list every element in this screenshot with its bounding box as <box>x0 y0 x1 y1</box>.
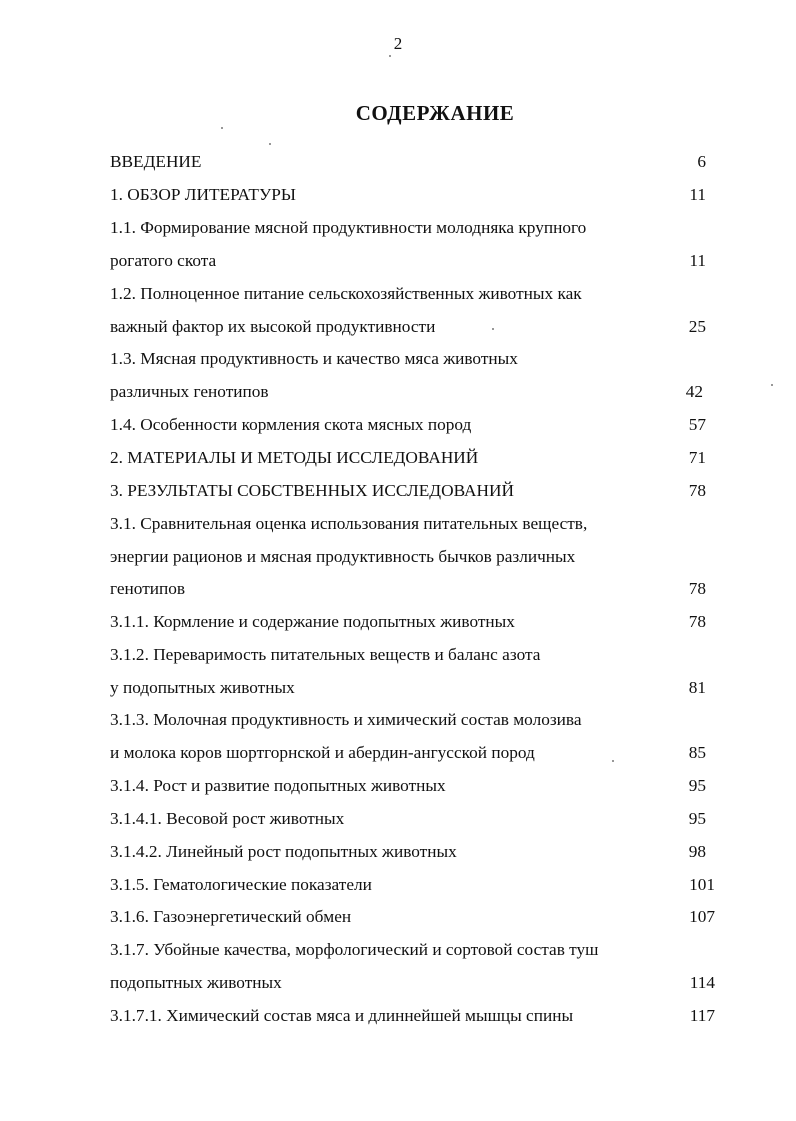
toc-entry-line: 3.1.4. Рост и развитие подопытных животных <box>110 776 446 795</box>
toc-entry-line: 3.1.4.2. Линейный рост подопытных животных <box>110 842 457 861</box>
scan-speck <box>492 328 494 330</box>
toc-entry-line: 2. МАТЕРИАЛЫ И МЕТОДЫ ИССЛЕДОВАНИЙ <box>110 448 479 467</box>
toc-entry-line: различных генотипов <box>110 382 269 401</box>
toc-entry-line: 3.1.7.1. Химический состав мяса и длиннейшей мышцы спины <box>110 1006 574 1025</box>
toc-page-number: 114 <box>689 973 715 992</box>
toc-entry-line: генотипов <box>110 579 186 598</box>
toc-page-number: 85 <box>688 743 706 762</box>
scan-speck <box>389 55 391 57</box>
toc-entry-line: и молока коров шортгорнской и абердин-ангусской пород <box>110 743 535 762</box>
toc-page-number: 11 <box>689 251 706 270</box>
toc-entry-line: 3.1.5. Гематологические показатели <box>110 875 372 894</box>
toc-entry-line: 3.1.2. Переваримость питательных веществ и баланс азота <box>110 645 541 664</box>
toc-page-number: 95 <box>688 776 706 795</box>
toc-entry-line: 3.1.4.1. Весовой рост животных <box>110 809 345 828</box>
toc-entry-line: 3.1.7. Убойные качества, морфологический и сортовой состав туш <box>110 940 599 959</box>
toc-entry-line: 1.2. Полноценное питание сельскохозяйственных животных как <box>110 284 582 303</box>
toc-entry-line: 3. РЕЗУЛЬТАТЫ СОБСТВЕННЫХ ИССЛЕДОВАНИЙ <box>110 481 514 500</box>
toc-entry-line: 3.1.6. Газоэнергетический обмен <box>110 907 352 926</box>
toc-entry-line: ВВЕДЕНИЕ <box>110 152 202 171</box>
toc-entry-line: 1. ОБЗОР ЛИТЕРАТУРЫ <box>110 185 296 204</box>
toc-entry-line: 1.1. Формирование мясной продуктивности молодняка крупного <box>110 218 587 237</box>
scan-speck <box>612 760 614 762</box>
scan-speck <box>221 127 223 129</box>
toc-page-number: 6 <box>697 152 706 171</box>
toc-entry-line: подопытных животных <box>110 973 282 992</box>
toc-page-number: 101 <box>689 875 715 894</box>
toc-entry-line: 1.4. Особенности кормления скота мясных пород <box>110 415 472 434</box>
toc-page-number: 42 <box>685 382 703 401</box>
toc-entry-line: 3.1. Сравнительная оценка использования питательных веществ, <box>110 514 588 533</box>
toc-entry-line: рогатого скота <box>110 251 217 270</box>
toc-entry-line: 3.1.1. Кормление и содержание подопытных животных <box>110 612 515 631</box>
toc-page-number: 98 <box>688 842 706 861</box>
toc-page-number: 107 <box>689 907 715 926</box>
toc-entry-line: 1.3. Мясная продуктивность и качество мяса животных <box>110 349 518 368</box>
toc-entry-line: у подопытных животных <box>110 678 295 697</box>
toc-page-number: 57 <box>688 415 706 434</box>
scan-speck <box>771 384 773 386</box>
toc-page-number: 117 <box>689 1006 715 1025</box>
toc-page-number: 78 <box>688 481 706 500</box>
toc-page-number: 81 <box>688 678 706 697</box>
toc-entry-line: 3.1.3. Молочная продуктивность и химический состав молозива <box>110 710 582 729</box>
page-number: 2 <box>393 34 403 53</box>
toc-page-number: 78 <box>688 579 706 598</box>
toc-entry-line: важный фактор их высокой продуктивности <box>110 317 436 336</box>
toc-page-number: 25 <box>688 317 706 336</box>
toc-page-number: 71 <box>688 448 706 467</box>
toc-entry-line: энергии рационов и мясная продуктивность бычков различных <box>110 547 576 566</box>
toc-page-number: 95 <box>688 809 706 828</box>
scan-speck <box>269 143 271 145</box>
toc-page-number: 78 <box>688 612 706 631</box>
toc-title: СОДЕРЖАНИЕ <box>355 101 515 125</box>
toc-page-number: 11 <box>689 185 706 204</box>
